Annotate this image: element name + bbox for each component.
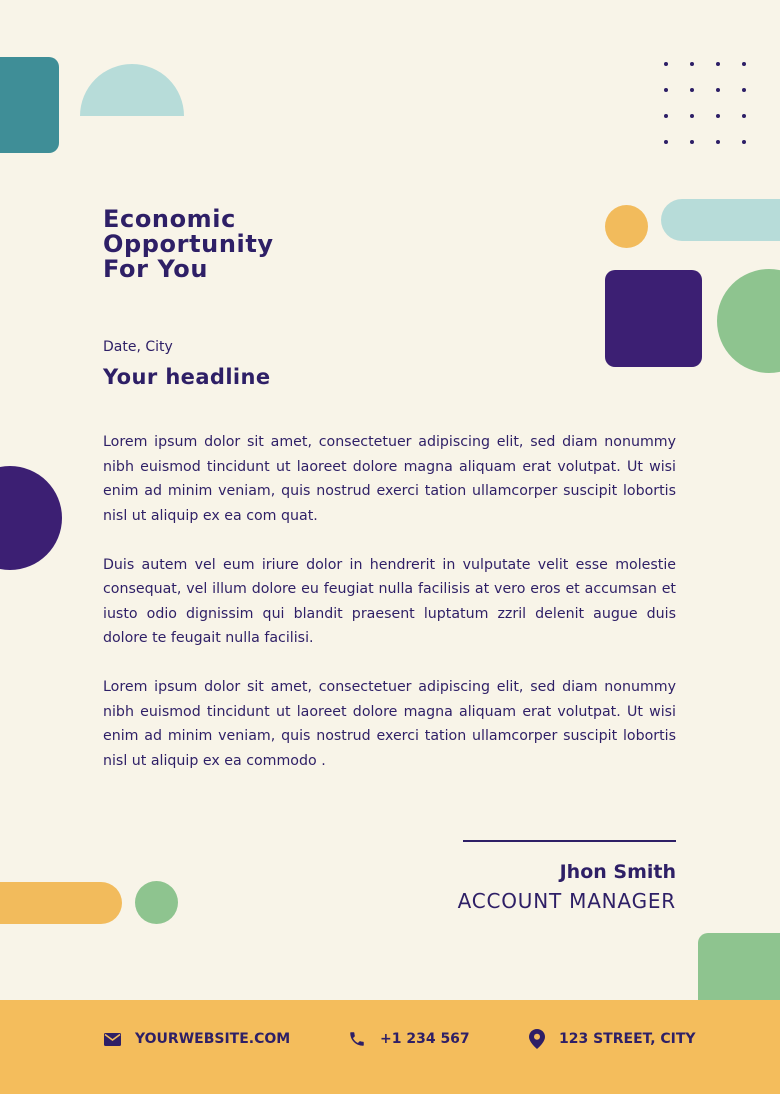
signature-line (463, 840, 676, 842)
signature-name: Jhon Smith (559, 861, 676, 883)
website-text: YOURWEBSITE.COM (135, 1031, 291, 1047)
paragraph: Duis autem vel eum iriure dolor in hendrerit in vulputate velit esse molestie consequat, vel illum dolore eu feugiat nulla facilisis at vero eros et accumsan et iusto odio dignissim qui blandit praesent luptatum zzril delenit augue duis dolore te feugait nulla facilisi. (103, 556, 676, 646)
decorative-green-circle-right (717, 269, 780, 373)
envelope-icon (104, 1033, 121, 1046)
grid-dot (690, 140, 694, 144)
decorative-mint-pill (661, 199, 780, 241)
phone-contact[interactable] (348, 1029, 470, 1049)
location-pin-icon (529, 1029, 545, 1049)
decorative-purple-circle-left (0, 466, 62, 570)
grid-dot (716, 114, 720, 118)
decorative-green-circle-small (135, 881, 178, 924)
headline: Your headline (103, 365, 271, 389)
grid-dot (716, 88, 720, 92)
grid-dot (742, 62, 746, 66)
title-line: Opportunity (103, 230, 274, 258)
grid-dot (742, 140, 746, 144)
paragraph: Lorem ipsum dolor sit amet, consectetuer adipiscing elit, sed diam nonummy nibh euismod tincidunt ut laoreet dolore magna aliquam erat volutpat. Ut wisi enim ad minim veniam, quis nostrud exerci tation ullamcorper suscipit lobortis nisl ut aliquip ex ea commodo . (103, 679, 676, 769)
grid-dot (664, 88, 668, 92)
phone-text: +1 234 567 (380, 1031, 470, 1047)
title-line: Economic (103, 205, 236, 233)
grid-dot (690, 88, 694, 92)
grid-dot (716, 140, 720, 144)
address-contact[interactable] (529, 1029, 696, 1049)
signature-role: ACCOUNT MANAGER (457, 889, 676, 913)
footer-bar (0, 1000, 780, 1094)
decorative-mint-half-circle (80, 64, 184, 116)
grid-dot (690, 62, 694, 66)
grid-dot (690, 114, 694, 118)
paragraph: Lorem ipsum dolor sit amet, consectetuer adipiscing elit, sed diam nonummy nibh euismod tincidunt ut laoreet dolore magna aliquam erat volutpat. Ut wisi enim ad minim veniam, quis nostrud exerci tation ullamcorper suscipit lobortis nisl ut aliquip ex ea com quat. (103, 434, 676, 524)
phone-icon (348, 1030, 366, 1048)
document-title (103, 207, 363, 282)
decorative-yellow-circle (605, 205, 648, 248)
grid-dot (664, 140, 668, 144)
grid-dot (742, 88, 746, 92)
decorative-purple-square (605, 270, 702, 367)
date-city: Date, City (103, 339, 173, 355)
grid-dot (664, 62, 668, 66)
body-text (103, 430, 676, 798)
decorative-yellow-pill (0, 882, 122, 924)
grid-dot (716, 62, 720, 66)
title-line: For You (103, 255, 209, 283)
decorative-teal-square (0, 57, 59, 153)
grid-dot (664, 114, 668, 118)
website-contact[interactable] (104, 1029, 290, 1049)
grid-dot (742, 114, 746, 118)
decorative-dot-grid (658, 56, 752, 150)
address-text: 123 STREET, CITY (559, 1031, 696, 1047)
